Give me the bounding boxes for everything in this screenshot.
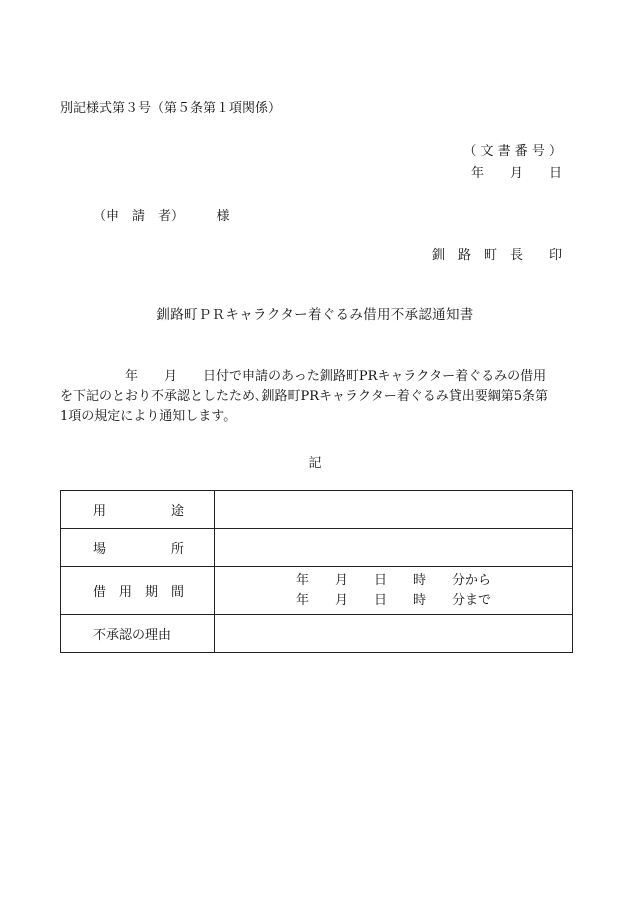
table-row: [61, 567, 573, 615]
notice-body: [60, 367, 568, 427]
detail-table: [60, 490, 573, 653]
reason-label: 不承認の理由: [61, 615, 215, 653]
purpose-label: 用 途: [61, 491, 215, 529]
period-start: 年 月 日 時 分から: [295, 572, 491, 588]
body-line: 1項の規定により通知します。: [60, 409, 237, 424]
reason-value: [215, 615, 573, 653]
table-row: [61, 615, 573, 653]
applicant-addressee: （申 請 者） 様: [93, 209, 230, 224]
period-value: [215, 567, 573, 615]
location-value: [215, 529, 573, 567]
document-number: （ 文 書 番 号 ）: [463, 144, 562, 159]
document-title: 釧路町ＰＲキャラクター着ぐるみ借用不承認通知書: [156, 307, 474, 323]
document-date: 年 月 日: [470, 166, 562, 181]
form-reference: 別記様式第３号（第５条第１項関係）: [60, 101, 282, 116]
issuer-mayor: 釧 路 町 長 印: [431, 248, 562, 263]
period-end: 年 月 日 時 分まで: [295, 592, 491, 608]
ki-label: 記: [308, 456, 322, 471]
location-label: 場 所: [61, 529, 215, 567]
body-line: を下記のとおり不承認としたため､釧路町PRキャラクター着ぐるみ貸出要綱第5条第: [60, 389, 549, 404]
table-row: [61, 529, 573, 567]
table-row: [61, 491, 573, 529]
body-line: 年 月 日付で申請のあった釧路町PRキャラクター着ぐるみの借用: [60, 369, 547, 384]
period-label: 借 用 期 間: [61, 567, 215, 615]
purpose-value: [215, 491, 573, 529]
